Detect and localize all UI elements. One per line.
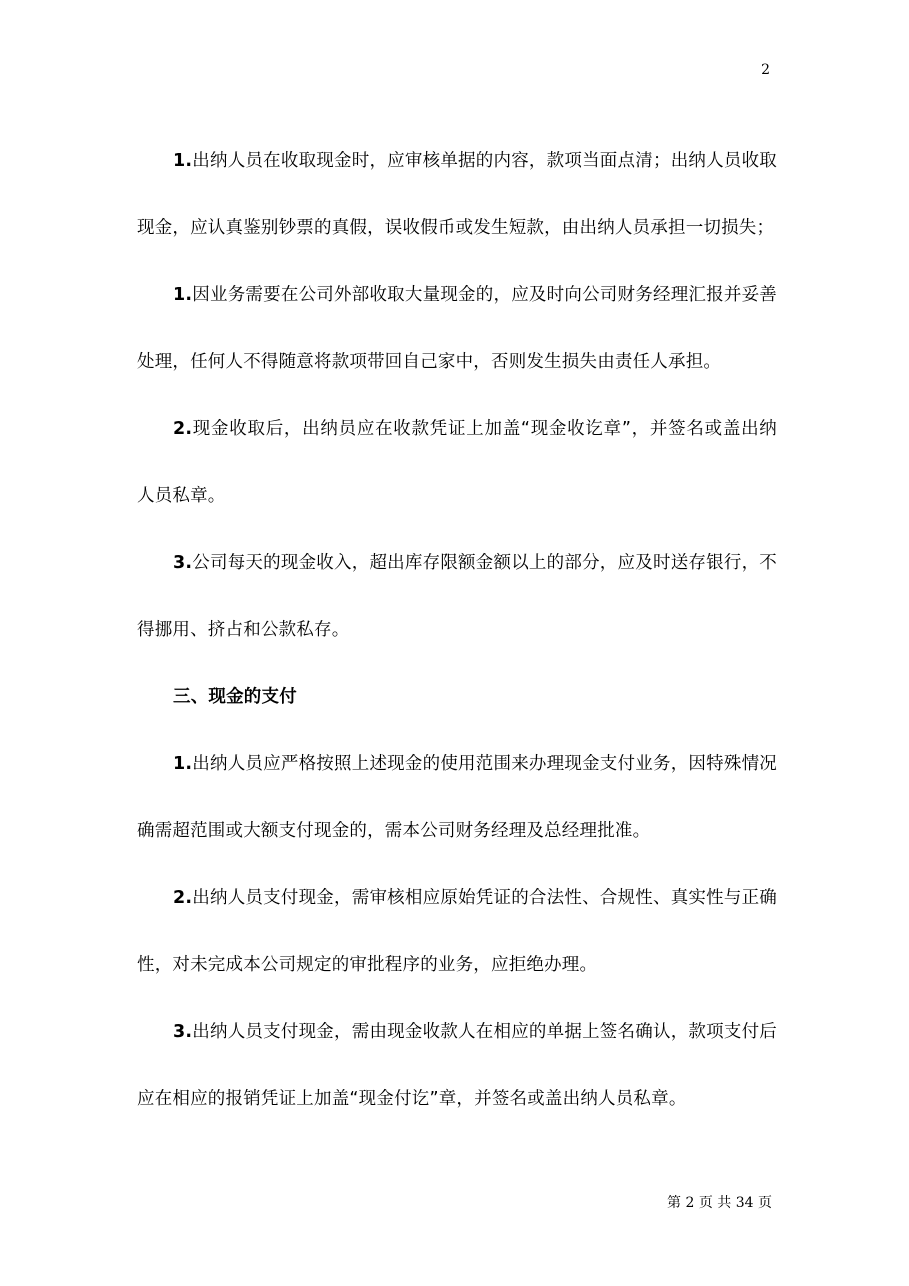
paragraph-4 — [137, 530, 777, 664]
paragraph-number: 1. — [173, 285, 193, 305]
document-body — [137, 128, 777, 1133]
paragraph-number: 3. — [173, 553, 193, 573]
footer-page-info: 第 2 页 共 34 页 — [667, 1195, 772, 1211]
paragraph-7 — [137, 999, 777, 1133]
paragraph-text: 现金收取后，出纳员应在收款凭证上加盖“现金收讫章”，并签名或盖出纳人员私章。 — [137, 419, 777, 506]
paragraph-5 — [137, 731, 777, 865]
paragraph-text: 出纳人员支付现金，需审核相应原始凭证的合法性、合规性、真实性与正确性，对未完成本公司规定的审批程序的业务，应拒绝办理。 — [137, 888, 777, 975]
paragraph-number: 2. — [173, 419, 193, 439]
paragraph-6 — [137, 865, 777, 999]
paragraph-1 — [137, 128, 777, 262]
section-heading: 三、现金的支付 — [173, 687, 297, 707]
paragraph-text: 因业务需要在公司外部收取大量现金的，应及时向公司财务经理汇报并妥善处理，任何人不得随意将款项带回自己家中，否则发生损失由责任人承担。 — [137, 285, 777, 372]
paragraph-number: 3. — [173, 1022, 193, 1042]
paragraph-2 — [137, 262, 777, 396]
paragraph-text: 出纳人员应严格按照上述现金的使用范围来办理现金支付业务，因特殊情况确需超范围或大额支付现金的，需本公司财务经理及总经理批准。 — [137, 754, 777, 841]
header-page-number: 2 — [761, 62, 770, 78]
paragraph-number: 2. — [173, 888, 193, 908]
paragraph-3 — [137, 396, 777, 530]
paragraph-text: 出纳人员在收取现金时，应审核单据的内容，款项当面点清；出纳人员收取现金，应认真鉴别钞票的真假，误收假币或发生短款，由出纳人员承担一切损失； — [137, 151, 777, 238]
paragraph-number: 1. — [173, 754, 193, 774]
paragraph-text: 出纳人员支付现金，需由现金收款人在相应的单据上签名确认，款项支付后应在相应的报销凭证上加盖“现金付讫”章，并签名或盖出纳人员私章。 — [137, 1022, 777, 1109]
paragraph-text: 公司每天的现金收入，超出库存限额金额以上的部分，应及时送存银行，不得挪用、挤占和公款私存。 — [137, 553, 777, 640]
paragraph-number: 1. — [173, 151, 193, 171]
